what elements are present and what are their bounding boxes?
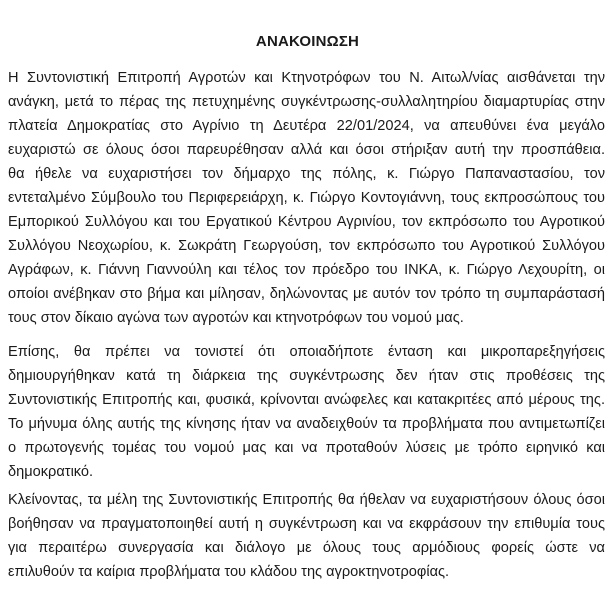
text-line: για περαιτέρω συνεργασία και διάλογο με όλους τους αρμόδιους φορείς ώστε να	[8, 540, 605, 556]
text-line: βοήθησαν να πραγματοποιηθεί αυτή η συγκέντρωση και να εκφράσουν την επιθυμία τους	[8, 516, 605, 532]
text-line: Επίσης, θα πρέπει να τονιστεί ότι οποιαδήποτε ένταση και μικροπαρεξηγήσεις	[8, 344, 605, 360]
text-line: Συλλόγου Νεοχωρίου, κ. Σωκράτη Γεωργούση, τον εκπρόσωπο του Αγροτικού Συλλόγου	[8, 238, 605, 254]
text-line: θα ήθελε να ευχαριστήσει τον δήμαρχο της πόλης, κ. Γιώργο Παπαναστασίου, τον	[8, 166, 605, 182]
paragraph-tension-note	[8, 340, 605, 484]
text-line: ευχαριστώ σε όλους όσοι παρευρέθησαν αλλά και όσοι στήριξαν αυτή την προσπάθεια.	[8, 142, 605, 158]
text-line: Η Συντονιστική Επιτροπή Αγροτών και Κτηνοτρόφων του Ν. Αιτωλ/νίας αισθάνεται την	[8, 70, 605, 86]
text-line: τους στον δίκαιο αγώνα των αγροτών και κτηνοτρόφων του νομού μας.	[8, 310, 464, 326]
text-line: Αγράφων, κ. Γιάννη Γιαννούλη και τέλος τον πρόεδρο του ΙΝΚΑ, κ. Γιώργο Λεχουρίτη, οι	[8, 262, 605, 278]
text-line: Κλείνοντας, τα μέλη της Συντονιστικής Επιτροπής θα ήθελαν να ευχαριστήσουν όλους όσοι	[8, 492, 605, 508]
text-line: εντεταλμένο Σύμβουλο του Περιφερειάρχη, κ. Γιώργο Κοντογιάννη, τους εκπροσώπους του	[8, 190, 605, 206]
text-line: ανάγκη, μετά το πέρας της πετυχημένης συγκέντρωσης-συλλαλητηρίου διαμαρτυρίας στην	[8, 94, 605, 110]
paragraph-closing	[8, 488, 605, 584]
text-line: Συντονιστικής Επιτροπής και, φυσικά, κρίνονται ανώφελες και κατακριτέες από μέρους της.	[8, 392, 605, 408]
text-line: Το μήνυμα όλης αυτής της κίνησης ήταν να αναδειχθούν τα προβλήματα που αντιμετωπίζει	[8, 416, 605, 432]
document-title: ΑΝΑΚΟΙΝΩΣΗ	[255, 33, 360, 50]
paragraph-thanks	[8, 66, 605, 330]
text-line: δημοκρατικό.	[8, 464, 94, 480]
text-line: ο πρωτογενής τομέας του νομού μας και να προταθούν λύσεις με τρόπο ειρηνικό και	[8, 440, 605, 456]
text-line: Εμπορικού Συλλόγου και του Εργατικού Κέντρου Αγρινίου, τον εκπρόσωπο του Αγροτικού	[8, 214, 605, 230]
text-line: οποίοι ανέβηκαν στο βήμα και μίλησαν, δηλώνοντας με αυτόν τον τρόπο τη συμπαράστασή	[8, 286, 605, 302]
text-line: πλατεία Δημοκρατίας στο Αγρίνιο τη Δευτέρα 22/01/2024, να απευθύνει ένα μεγάλο	[8, 118, 605, 134]
text-line: δημιουργήθηκαν κατά τη διάρκεια της συγκέντρωσης δεν ήταν στις προθέσεις της	[8, 368, 605, 384]
text-line: επιλυθούν τα καίρια προβλήματα του κλάδου της αγροκτηνοτροφίας.	[8, 564, 450, 580]
